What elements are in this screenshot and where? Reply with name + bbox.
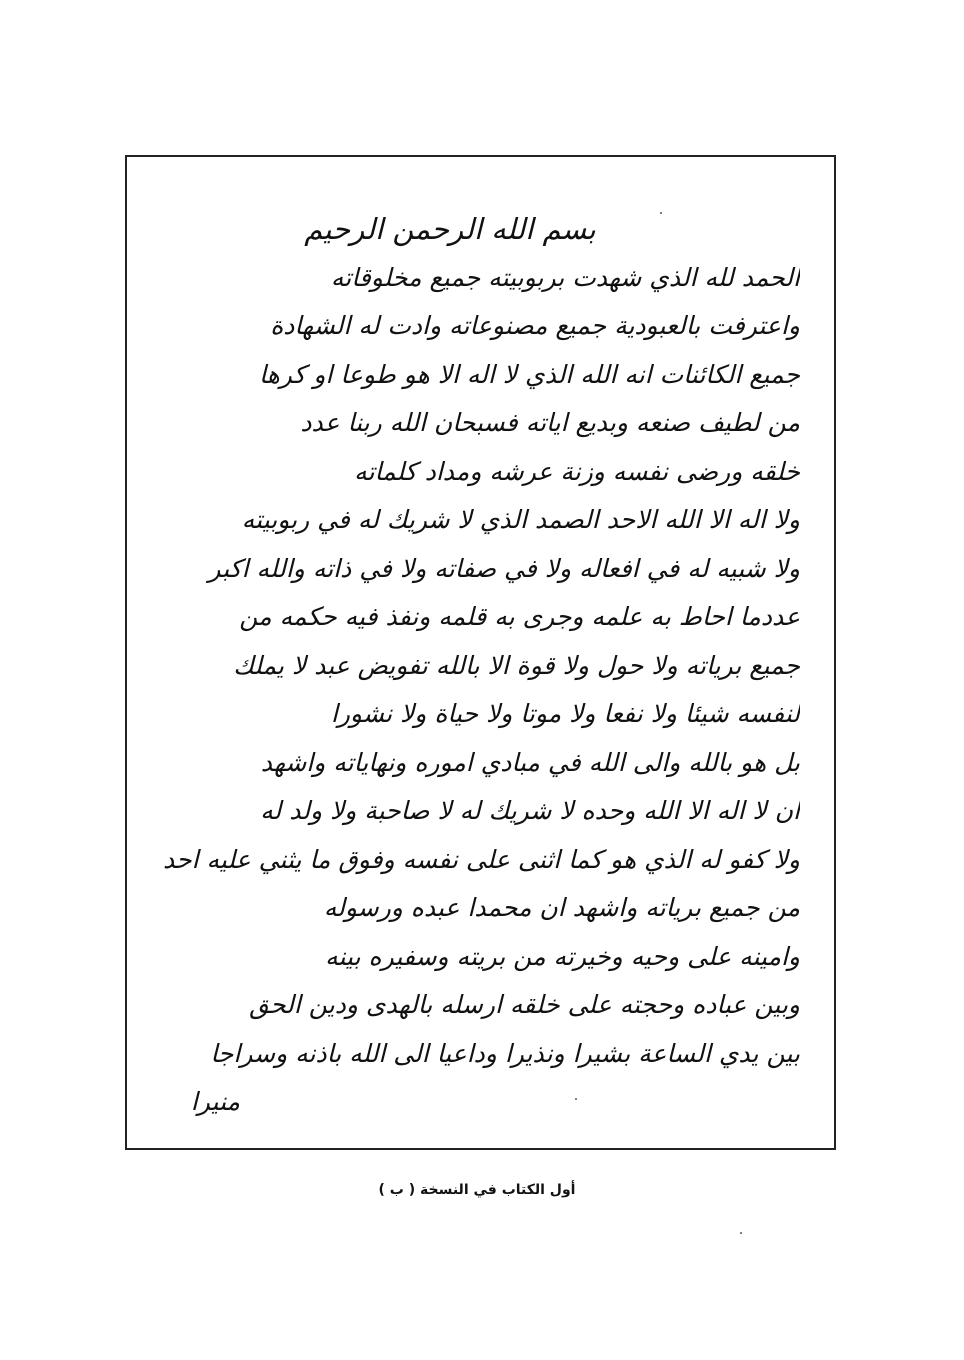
manuscript-line: وامينه على وحيه وخيرته من بريته وسفيره بينه	[325, 941, 800, 971]
manuscript-line: ولا كفو له الذي هو كما اثنى على نفسه وفوق ما يثني عليه احد	[163, 844, 800, 874]
manuscript-line: عددما احاط به علمه وجرى به قلمه ونفذ فيه حكمه من	[239, 602, 800, 631]
manuscript-line: لنفسه شيئا ولا نفعا ولا موتا ولا حياة ولا نشورا	[330, 699, 800, 728]
manuscript-line: من جميع برياته واشهد ان محمدا عبده ورسوله	[323, 893, 800, 922]
scan-speck	[740, 1232, 742, 1234]
manuscript-line: من لطيف صنعه وبديع اياته فسبحان الله ربنا عدد	[300, 408, 800, 437]
manuscript-line: جميع برياته ولا حول ولا قوة الا بالله تفويض عبد لا يملك	[233, 650, 800, 680]
scan-speck	[575, 1098, 577, 1100]
manuscript-line: بل هو بالله والى الله في مبادي اموره ونهاياته واشهد	[260, 747, 800, 777]
manuscript-text	[160, 205, 800, 1127]
manuscript-line: جميع الكائنات انه الله الذي لا اله الا هو طوعا او كرها	[258, 359, 800, 389]
figure-caption: أول الكتاب في النسخة ( ب )	[378, 1182, 576, 1198]
manuscript-line: الحمد لله الذي شهدت بربوبيته جميع مخلوقاته	[330, 262, 800, 292]
manuscript-line: بين يدي الساعة بشيرا ونذيرا وداعيا الى الله باذنه وسراجا	[210, 1038, 800, 1068]
manuscript-line: واعترفت بالعبودية جميع مصنوعاته وادت له الشهادة	[270, 311, 800, 340]
scan-speck	[660, 212, 662, 214]
manuscript-line: منيرا	[190, 1087, 240, 1116]
manuscript-line: ولا اله الا الله الاحد الصمد الذي لا شريك له في ربوبيته	[241, 505, 800, 534]
manuscript-line: ولا شبيه له في افعاله ولا في صفاته ولا في ذاته والله اكبر	[208, 553, 800, 583]
manuscript-line: ان لا اله الا الله وحده لا شريك له لا صاحبة ولا ولد له	[260, 796, 800, 825]
manuscript-line: خلقه ورضى نفسه وزنة عرشه ومداد كلماته	[354, 456, 800, 486]
basmala-line: بسم الله الرحمن الرحيم	[304, 212, 596, 246]
manuscript-line: وبين عباده وحجته على خلقه ارسله بالهدى ودين الحق	[249, 990, 800, 1019]
